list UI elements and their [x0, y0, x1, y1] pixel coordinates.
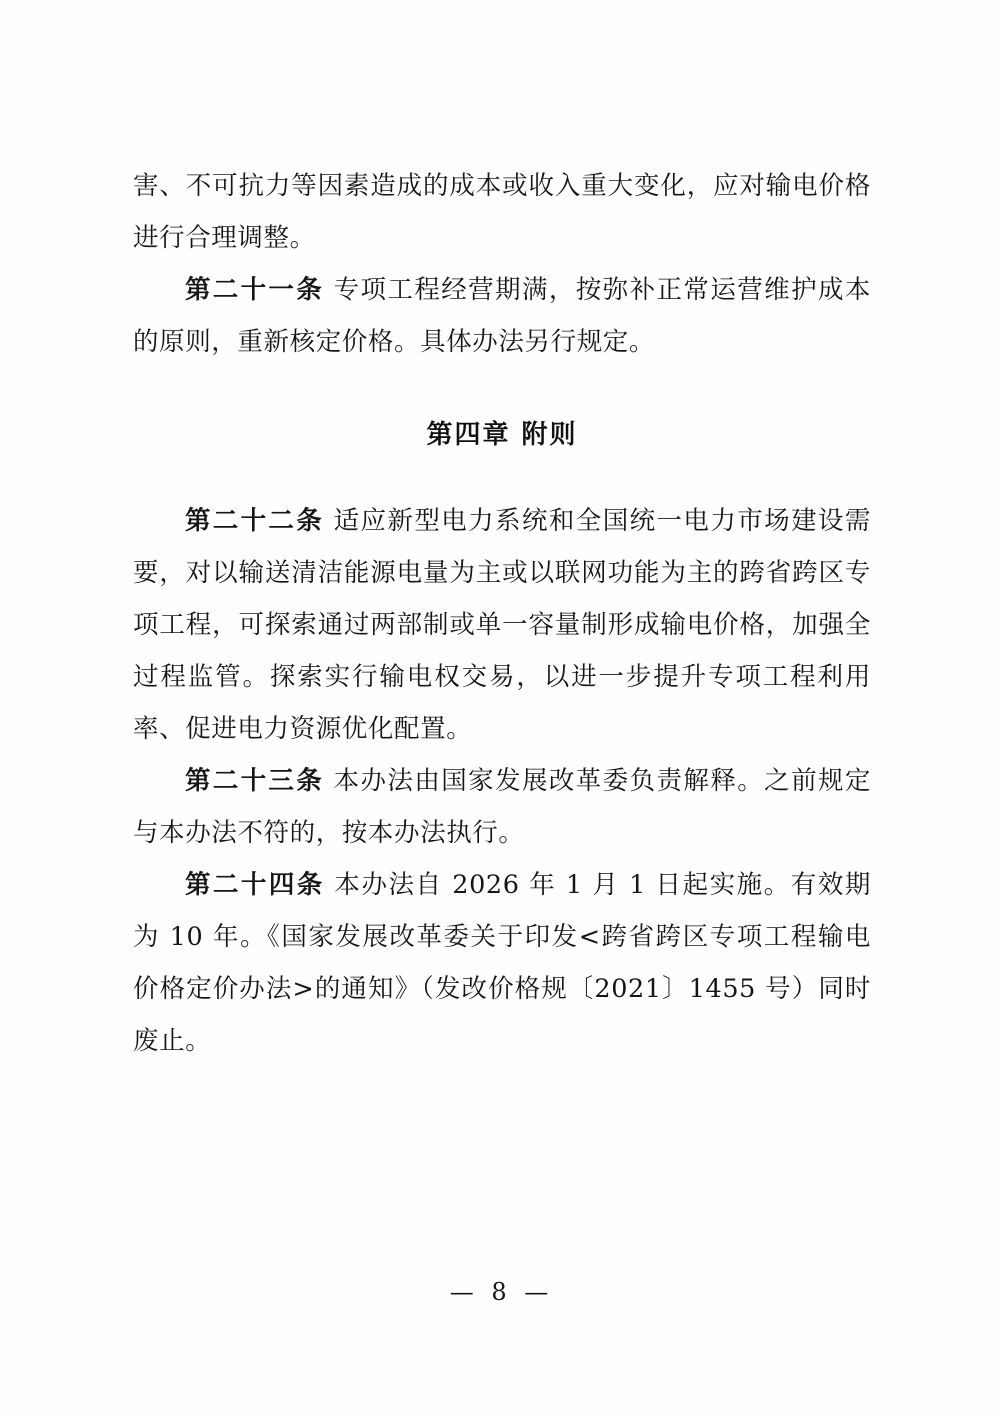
- footer-dash-left: —: [449, 1278, 476, 1306]
- paragraph-text: 害、不可抗力等因素造成的成本或收入重大变化，应对输电价格进行合理调整。: [133, 171, 871, 253]
- paragraph-continued: [133, 160, 871, 264]
- article-text: 本办法由国家发展改革委负责解释。之前规定与本办法不符的，按本办法执行。: [133, 766, 871, 848]
- chapter-heading: 第四章 附则: [426, 420, 578, 450]
- article-text: 专项工程经营期满，按弥补正常运营维护成本的原则，重新核定价格。具体办法另行规定。: [133, 275, 871, 357]
- article-label: 第二十一条: [185, 275, 325, 305]
- article-text: 本办法自 2026 年 1 月 1 日起实施。有效期为 10 年。《国家发展改革委关于印发<跨省跨区专项工程输电价格定价办法>的通知》（发改价格规〔2021〕1455 号）同时废止。: [133, 870, 871, 1056]
- article-21: [133, 264, 871, 368]
- article-text: 适应新型电力系统和全国统一电力市场建设需要，对以输送清洁能源电量为主或以联网功能为主的跨省跨区专项工程，可探索通过两部制或单一容量制形成输电价格，加强全过程监管。探索实行输电权交易，以进一步提升专项工程利用率、促进电力资源优化配置。: [133, 506, 871, 744]
- article-label: 第二十三条: [185, 766, 325, 796]
- article-22: [133, 495, 871, 755]
- page-footer: [0, 1278, 1000, 1306]
- article-label: 第二十二条: [185, 506, 325, 536]
- page-number: 8: [491, 1278, 509, 1306]
- article-24: [133, 859, 871, 1067]
- article-label: 第二十四条: [185, 870, 325, 900]
- page-body: [133, 160, 871, 1067]
- article-23: [133, 755, 871, 859]
- footer-dash-right: —: [524, 1278, 551, 1306]
